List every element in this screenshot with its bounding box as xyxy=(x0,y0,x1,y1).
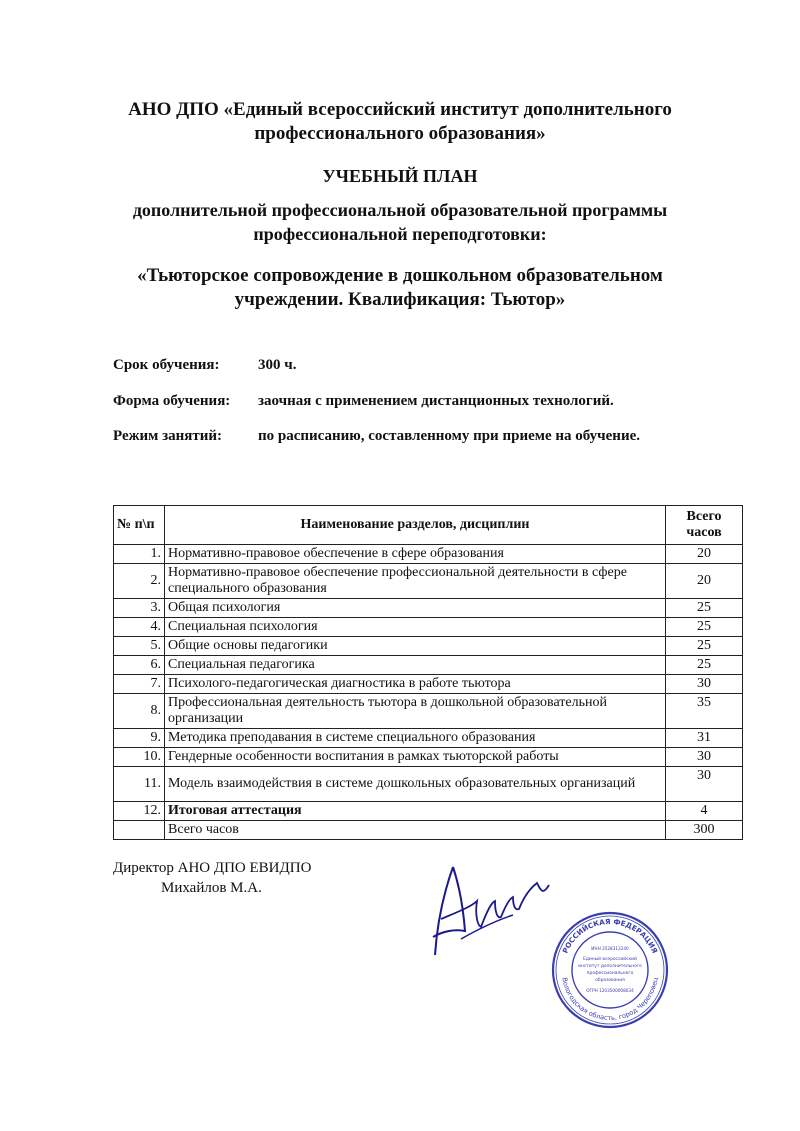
table-total-row xyxy=(114,821,743,840)
total-label: Всего часов xyxy=(165,821,666,840)
row-discipline-name: Модель взаимодействия в системе дошкольных образовательных организаций xyxy=(165,767,666,802)
table-row xyxy=(114,767,743,802)
meta-duration xyxy=(113,357,296,374)
row-discipline-name: Гендерные особенности воспитания в рамках тьюторской работы xyxy=(165,748,666,767)
row-discipline-name: Общие основы педагогики xyxy=(165,637,666,656)
row-hours: 20 xyxy=(666,545,743,564)
meta-form-value: заочная с применением дистанционных технологий. xyxy=(258,393,614,409)
row-hours: 25 xyxy=(666,656,743,675)
row-number: 8. xyxy=(114,694,165,729)
meta-form-label: Форма обучения: xyxy=(113,393,231,409)
meta-duration-value: 300 ч. xyxy=(258,357,297,373)
row-hours: 30 xyxy=(666,748,743,767)
svg-text:ОГРН 1203500008034: ОГРН 1203500008034 xyxy=(586,988,634,993)
row-hours: 31 xyxy=(666,729,743,748)
row-discipline-name: Нормативно-правовое обеспечение профессиональной деятельности в сфере специального образования xyxy=(165,564,666,599)
row-discipline-name: Специальная психология xyxy=(165,618,666,637)
row-number: 4. xyxy=(114,618,165,637)
row-discipline-name: Психолого-педагогическая диагностика в работе тьютора xyxy=(165,675,666,694)
row-number: 5. xyxy=(114,637,165,656)
meta-form xyxy=(113,393,614,410)
svg-text:ИНН 3528313240: ИНН 3528313240 xyxy=(591,946,629,951)
svg-text:институт дополнительного: институт дополнительного xyxy=(578,964,642,969)
header-name: Наименование разделов, дисциплин xyxy=(165,506,666,545)
table-header-row xyxy=(114,506,743,545)
row-hours: 35 xyxy=(666,694,743,729)
row-discipline-name: Методика преподавания в системе специального образования xyxy=(165,729,666,748)
row-discipline-name: Нормативно-правовое обеспечение в сфере образования xyxy=(165,545,666,564)
table-row xyxy=(114,694,743,729)
svg-text:РОССИЙСКАЯ ФЕДЕРАЦИЯ: РОССИЙСКАЯ ФЕДЕРАЦИЯ xyxy=(560,916,660,955)
total-value: 300 xyxy=(666,821,743,840)
row-discipline-name: Итоговая аттестация xyxy=(165,802,666,821)
row-number: 11. xyxy=(114,767,165,802)
row-hours: 20 xyxy=(666,564,743,599)
director-title: Директор АНО ДПО ЕВИДПО xyxy=(113,860,312,876)
row-discipline-name: Профессиональная деятельность тьютора в дошкольной образовательной организации xyxy=(165,694,666,729)
row-discipline-name: Специальная педагогика xyxy=(165,656,666,675)
row-hours: 4 xyxy=(666,802,743,821)
row-hours: 25 xyxy=(666,618,743,637)
director-name: Михайлов М.А. xyxy=(161,880,262,896)
table-row xyxy=(114,637,743,656)
row-hours: 30 xyxy=(666,767,743,802)
curriculum-table xyxy=(113,505,743,840)
program-name: «Тьюторское сопровождение в дошкольном образовательном учреждении. Квалификация: Тьютор» xyxy=(137,265,663,310)
organization-name: АНО ДПО «Единый всероссийский институт дополнительного профессионального образования» xyxy=(128,99,672,144)
row-hours: 25 xyxy=(666,599,743,618)
table-row xyxy=(114,599,743,618)
table-row xyxy=(114,748,743,767)
table-row xyxy=(114,802,743,821)
round-seal-icon xyxy=(550,910,670,1030)
table-row xyxy=(114,675,743,694)
meta-schedule-label: Режим занятий: xyxy=(113,428,223,444)
svg-text:Вологодская область, город Чер: Вологодская область, город Череповец xyxy=(560,976,660,1023)
program-type: дополнительной профессиональной образовательной программы профессиональной переподготовки: xyxy=(132,200,668,244)
header-number: № п\п xyxy=(114,506,165,545)
director-block xyxy=(113,858,311,898)
svg-text:профессионального: профессионального xyxy=(586,971,634,976)
header-hours: Всего часов xyxy=(666,506,743,545)
meta-schedule xyxy=(113,428,640,445)
table-row xyxy=(114,618,743,637)
row-number: 1. xyxy=(114,545,165,564)
row-discipline-name: Общая психология xyxy=(165,599,666,618)
row-number: 12. xyxy=(114,802,165,821)
svg-text:образования: образования xyxy=(595,978,625,983)
table-row xyxy=(114,564,743,599)
plan-title: УЧЕБНЫЙ ПЛАН xyxy=(322,166,478,186)
row-number: 3. xyxy=(114,599,165,618)
meta-schedule-value: по расписанию, составленному при приеме на обучение. xyxy=(258,428,640,444)
table-row xyxy=(114,656,743,675)
handwritten-signature-icon xyxy=(425,855,565,965)
row-number: 10. xyxy=(114,748,165,767)
svg-text:Единый всероссийский: Единый всероссийский xyxy=(583,957,637,962)
meta-duration-label: Срок обучения: xyxy=(113,357,220,373)
table-row xyxy=(114,729,743,748)
row-hours: 25 xyxy=(666,637,743,656)
row-number: 9. xyxy=(114,729,165,748)
row-hours: 30 xyxy=(666,675,743,694)
table-row xyxy=(114,545,743,564)
row-number: 7. xyxy=(114,675,165,694)
row-number: 6. xyxy=(114,656,165,675)
row-number: 2. xyxy=(114,564,165,599)
